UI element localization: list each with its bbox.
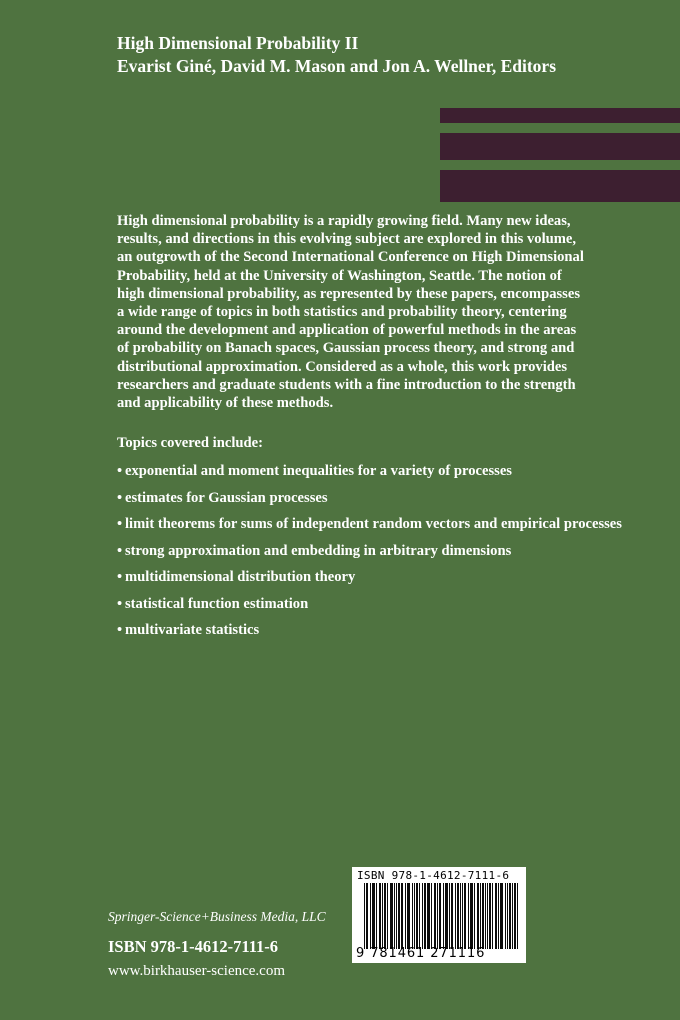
barcode-bar xyxy=(405,883,406,949)
barcode-bar xyxy=(398,883,399,949)
barcode-isbn-label: ISBN 978-1-4612-7111-6 xyxy=(357,869,510,882)
barcode-bar xyxy=(439,883,440,949)
barcode-bar xyxy=(495,883,496,949)
barcode-bar xyxy=(416,883,417,949)
description-line: around the development and application of powerful methods in the areas xyxy=(117,322,577,339)
topic-item xyxy=(117,489,637,507)
barcode-bar xyxy=(390,883,391,949)
barcode-bar xyxy=(396,883,397,949)
barcode-bar xyxy=(384,883,385,949)
barcode-bar xyxy=(435,883,436,949)
website-url: www.birkhauser-science.com xyxy=(108,963,285,979)
barcode-bar xyxy=(492,883,493,949)
barcode-bar xyxy=(425,883,426,949)
topic-text: limit theorems for sums of independent random vectors and empirical processes xyxy=(125,516,622,532)
topics-section xyxy=(117,434,637,648)
barcode-bar xyxy=(366,883,367,949)
topic-item xyxy=(117,462,637,480)
barcode-bar xyxy=(502,883,503,949)
topic-item xyxy=(117,568,637,586)
barcode-bar xyxy=(434,883,435,949)
description-line: researchers and graduate students with a fine introduction to the strength xyxy=(117,376,576,393)
topics-heading: Topics covered include: xyxy=(117,435,263,451)
barcode-bar xyxy=(480,883,481,949)
barcode-bar xyxy=(408,883,409,949)
barcode-bar xyxy=(364,883,365,949)
bullet-icon: • xyxy=(117,622,123,638)
barcode-bar xyxy=(429,883,430,949)
topic-item xyxy=(117,595,637,613)
publisher-block xyxy=(108,909,326,980)
description-line: results, and directions in this evolving subject are explored in this volume, xyxy=(117,231,577,248)
barcode-bar xyxy=(402,883,403,949)
barcode-bar xyxy=(417,883,418,949)
barcode-bar xyxy=(517,883,518,949)
barcode-bar xyxy=(394,883,395,949)
bullet-icon: • xyxy=(117,542,123,559)
barcode-bar xyxy=(412,883,413,949)
barcode-bar xyxy=(474,883,475,949)
barcode-bar xyxy=(445,883,446,949)
barcode-bar xyxy=(380,883,381,949)
barcode-bar xyxy=(379,883,380,949)
barcode-bar xyxy=(401,883,402,949)
bullet-icon: • xyxy=(117,463,123,479)
bullet-icon: • xyxy=(117,569,123,585)
barcode-digits: 9 781461 271116 xyxy=(356,946,486,961)
topic-text: multidimensional distribution theory xyxy=(125,569,356,585)
barcode-bar xyxy=(431,883,432,949)
barcode-bar xyxy=(458,883,459,949)
barcode-bar xyxy=(515,883,516,949)
barcode-bar xyxy=(501,883,502,949)
barcode-bar xyxy=(487,883,488,949)
topic-text: estimates for Gaussian processes xyxy=(125,489,328,506)
barcode-bar xyxy=(482,883,483,949)
barcode-bar xyxy=(505,883,506,949)
bullet-icon: • xyxy=(117,595,123,612)
barcode-bar xyxy=(471,883,472,949)
topic-text: strong approximation and embedding in arbitrary dimensions xyxy=(125,542,512,559)
barcode-bar xyxy=(399,883,400,949)
barcode-bar xyxy=(496,883,497,949)
book-editors: Evarist Giné, David M. Mason and Jon A. Wellner, Editors xyxy=(117,56,557,76)
barcode-bar xyxy=(446,883,447,949)
book-title: High Dimensional Probability II xyxy=(117,33,359,53)
barcode-bar xyxy=(367,883,368,949)
barcode-bar xyxy=(376,883,377,949)
bullet-icon: • xyxy=(117,489,123,506)
barcode-bar xyxy=(414,883,415,949)
barcode-bar xyxy=(451,883,452,949)
barcode xyxy=(352,867,526,963)
barcode-bar xyxy=(510,883,511,949)
barcode-bar xyxy=(460,883,461,949)
barcode-bar xyxy=(470,883,471,949)
barcode-bar xyxy=(449,883,450,949)
barcode-bar xyxy=(483,883,484,949)
barcode-bar xyxy=(452,883,453,949)
barcode-bar xyxy=(468,883,469,949)
barcode-bar xyxy=(385,883,386,949)
decorative-stripe-3 xyxy=(440,170,680,202)
topic-text: exponential and moment inequalities for a variety of processes xyxy=(125,463,512,479)
isbn-text: ISBN 978-1-4612-7111-6 xyxy=(108,937,279,956)
topic-item xyxy=(117,542,637,560)
barcode-bar xyxy=(514,883,515,949)
barcode-bar xyxy=(427,883,428,949)
description-line: of probability on Banach spaces, Gaussian process theory, and strong and xyxy=(117,340,575,357)
barcode-bar xyxy=(509,883,510,949)
topic-item xyxy=(117,621,637,639)
description-line: High dimensional probability is a rapidly growing field. Many new ideas, xyxy=(117,213,571,229)
barcode-bar xyxy=(464,883,465,949)
barcode-bar xyxy=(500,883,501,949)
description-line: distributional approximation. Considered as a whole, this work provides xyxy=(117,358,568,375)
barcode-bar xyxy=(392,883,393,949)
description-line: and applicability of these methods. xyxy=(117,395,334,412)
barcode-bar xyxy=(372,883,373,949)
barcode-bar xyxy=(472,883,473,949)
barcode-bar xyxy=(422,883,423,949)
barcode-bar xyxy=(428,883,429,949)
description-line: a wide range of topics in both statistics and probability theory, centering xyxy=(117,304,567,321)
barcode-bar xyxy=(409,883,410,949)
description-line: an outgrowth of the Second International Conference on High Dimensional xyxy=(117,249,584,266)
barcode-bar xyxy=(465,883,466,949)
header xyxy=(117,32,556,78)
publisher-name: Springer-Science+Business Media, LLC xyxy=(108,909,326,924)
barcode-bar xyxy=(489,883,490,949)
barcode-bar xyxy=(382,883,383,949)
topic-text: multivariate statistics xyxy=(125,622,260,638)
barcode-bar xyxy=(443,883,444,949)
barcode-bar xyxy=(373,883,374,949)
barcode-bar xyxy=(370,883,371,949)
description-line: Probability, held at the University of Washington, Seattle. The notion of xyxy=(117,267,562,284)
barcode-bar xyxy=(374,883,375,949)
barcode-bar xyxy=(457,883,458,949)
barcode-bar xyxy=(462,883,463,949)
barcode-bar xyxy=(507,883,508,949)
description-line: high dimensional probability, as represented by these papers, encompasses xyxy=(117,285,581,302)
barcode-bar xyxy=(498,883,499,949)
book-description xyxy=(117,212,637,412)
barcode-bars-icon xyxy=(364,883,518,949)
barcode-bar xyxy=(455,883,456,949)
barcode-bar xyxy=(447,883,448,949)
barcode-bar xyxy=(387,883,388,949)
barcode-bar xyxy=(485,883,486,949)
topic-item xyxy=(117,515,637,533)
barcode-bar xyxy=(437,883,438,949)
barcode-bar xyxy=(512,883,513,949)
barcode-bar xyxy=(478,883,479,949)
topic-text: statistical function estimation xyxy=(125,595,309,612)
decorative-stripe-1 xyxy=(440,108,680,123)
barcode-bar xyxy=(424,883,425,949)
barcode-bar xyxy=(419,883,420,949)
barcode-bar xyxy=(440,883,441,949)
barcode-bar xyxy=(407,883,408,949)
barcode-bar xyxy=(490,883,491,949)
decorative-stripe-2 xyxy=(440,133,680,160)
barcode-bar xyxy=(391,883,392,949)
barcode-bar xyxy=(477,883,478,949)
bullet-icon: • xyxy=(117,516,123,532)
